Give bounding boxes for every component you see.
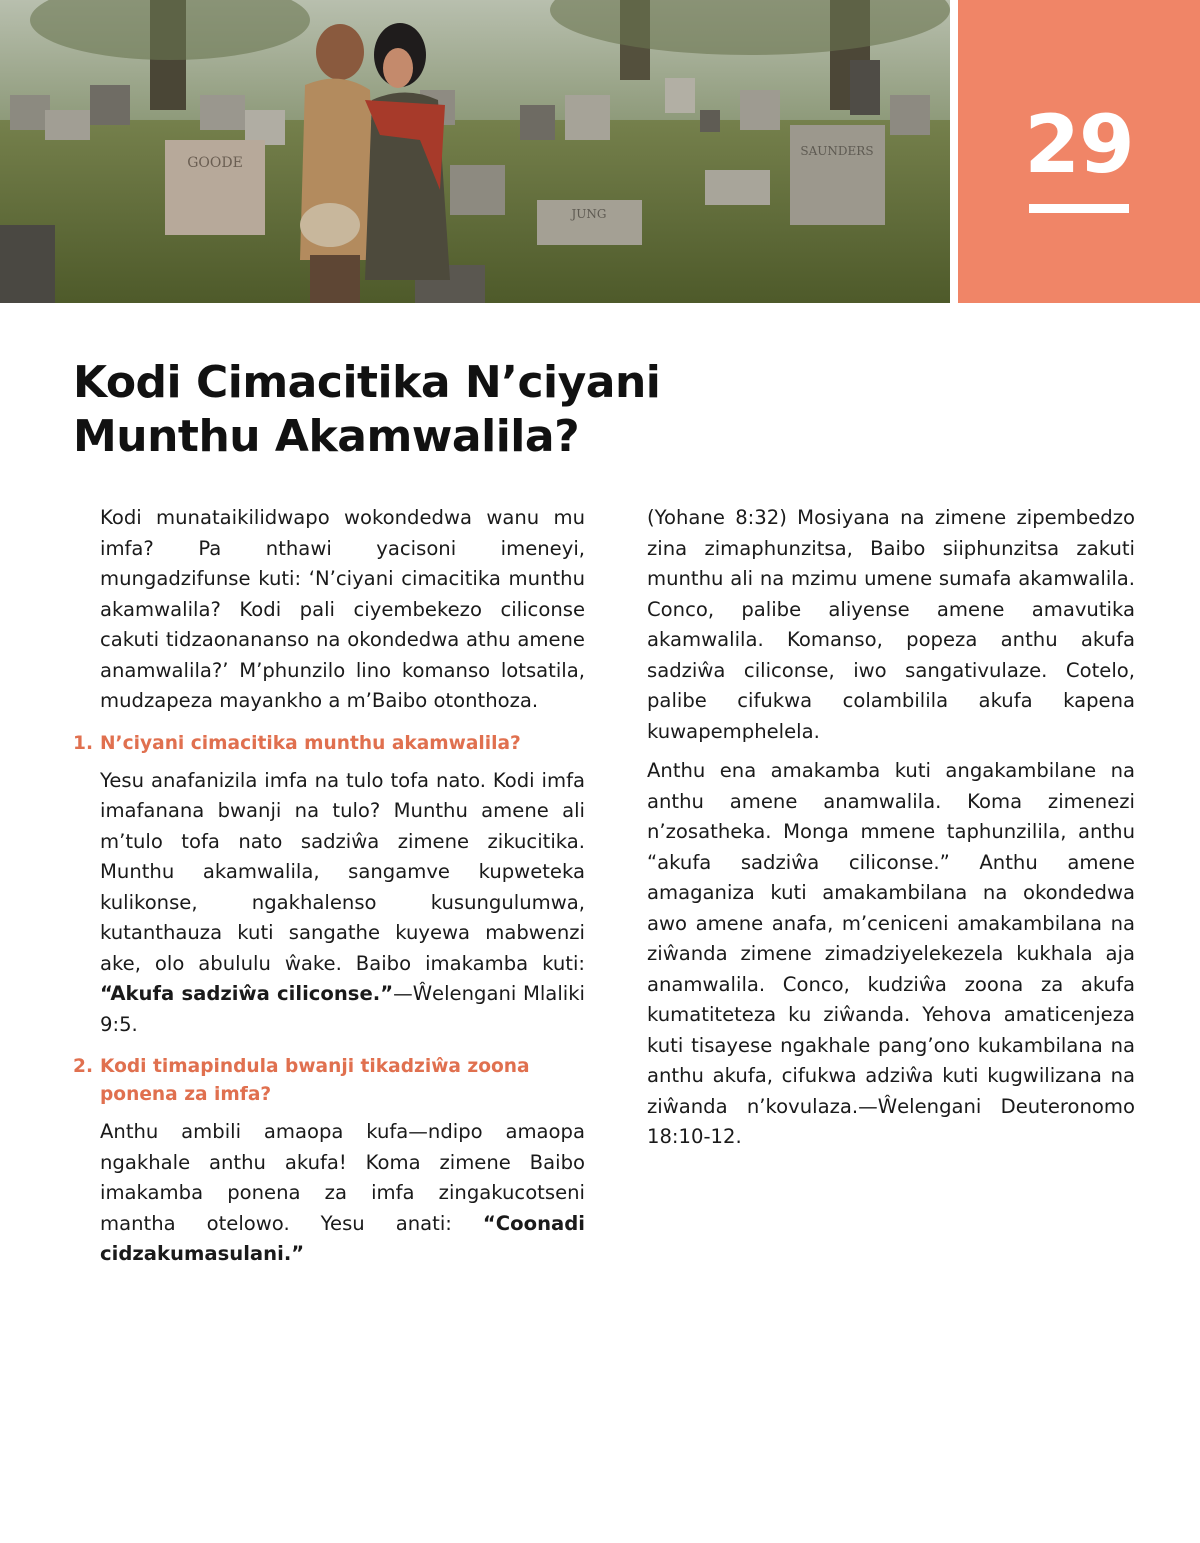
answer-text: Anthu ambili amaopa kufa—ndipo amaopa ngakhale anthu akufa! Koma zimene Baibo imakamba ponena za imfa zingakucotseni mantha otelowo. Yesu anati: — [100, 1120, 585, 1235]
lesson-number: 29 — [1024, 98, 1134, 191]
question-number: 1. — [73, 732, 94, 754]
intro-paragraph: Kodi munataikilidwapo wokondedwa wanu mu imfa? Pa nthawi yacisoni imeneyi, mungadzifunse kuti: ‘N’ciyani cimacitika munthu akamwalila? Kodi pali ciyembekezo ciliconse cakuti tidzaonananso na okondedwa athu amene anamwalila?’ M’phunzilo lino komanso lotsatila, mudzapeza mayankho a m’Baibo otonthoza. — [100, 506, 585, 712]
lesson-number-underline — [1029, 204, 1129, 213]
question-text: N’ciyani cimacitika munthu akamwalila? — [100, 732, 521, 754]
question-number: 2. — [73, 1056, 94, 1077]
scripture-quote: “Akufa sadziŵa ciliconse.” — [100, 982, 394, 1005]
scripture-quote: “Coonadi cidzakumasulani.” — [100, 1211, 585, 1265]
answer-text: Yesu anafanizila imfa na tulo tofa nato. Kodi imfa imafanana bwanji na tulo? Munthu amene ali m’tulo tofa nato sadziŵa zimene zikucitika. Munthu akamwalila, sangamve kupweteka kulikonse, ngakhalenso kusungulumwa, kutanthauza kuti sangathe kuyewa mabwenzi ake, olo abululu ŵake. Baibo imakamba kuti: — [100, 768, 585, 975]
followup-paragraph: Anthu ena amakamba kuti angakambilane na anthu amene anamwalila. Koma zimenezi n’zosatheka. Monga mmene taphunzilila, anthu “akufa sadziŵa ciliconse.” Anthu amene amaganiza kuti amakambilana na okondedwa awo amene anafa, m’ceniceni amakambilana na ziŵanda zimene zimadziyelekezela kukhala aja anamwalila. Conco, kudziŵa zoona za akufa kumatiteteza ku ziŵanda. Yehova amaticenjeza kuti tisayese ngakhale pang’ono kukambilana na anthu akufa, cifukwa adziŵa kuti kugwilizana na ziŵanda n’kovulaza.—Ŵelengani Deuteronomo 18:10-12. — [647, 759, 1135, 1148]
lesson-title — [73, 356, 833, 464]
lesson-number-box — [958, 0, 1200, 303]
answer-2-paragraph — [73, 1117, 585, 1270]
left-column — [73, 503, 585, 1279]
right-column — [647, 503, 1135, 1162]
lesson-title-line1: Kodi Cimacitika N’ciyani — [73, 357, 661, 408]
headstone-label: SAUNDERS — [800, 144, 874, 158]
headstone-label: GOODE — [187, 155, 243, 171]
question-2 — [73, 1053, 585, 1109]
lesson-title-line2: Munthu Akamwalila? — [73, 411, 580, 462]
cemetery-illustration — [0, 0, 950, 303]
answer-2-continuation-paragraph: (Yohane 8:32) Mosiyana na zimene zipembedzo zina zimaphunzitsa, Baibo siiphunzitsa zakuti munthu ali na mzimu umene sumafa akamwalila. Conco, palibe aliyense amene amavutika akamwalila. Komanso, popeza anthu akufa sadziŵa ciliconse, iwo sangativulaze. Cotelo, palibe cifukwa colambilila akufa kapena kuwapemphelela. — [647, 506, 1135, 743]
headstone-label: JUNG — [571, 207, 607, 221]
question-text: Kodi timapindula bwanji tikadziŵa zoona ponena za imfa? — [100, 1056, 530, 1105]
hero-photo — [0, 0, 950, 303]
question-1 — [73, 730, 585, 758]
scripture-reference: —Ŵelengani Mlaliki 9:5. — [100, 982, 585, 1036]
headstone — [790, 125, 885, 225]
answer-1-paragraph — [73, 766, 585, 1041]
